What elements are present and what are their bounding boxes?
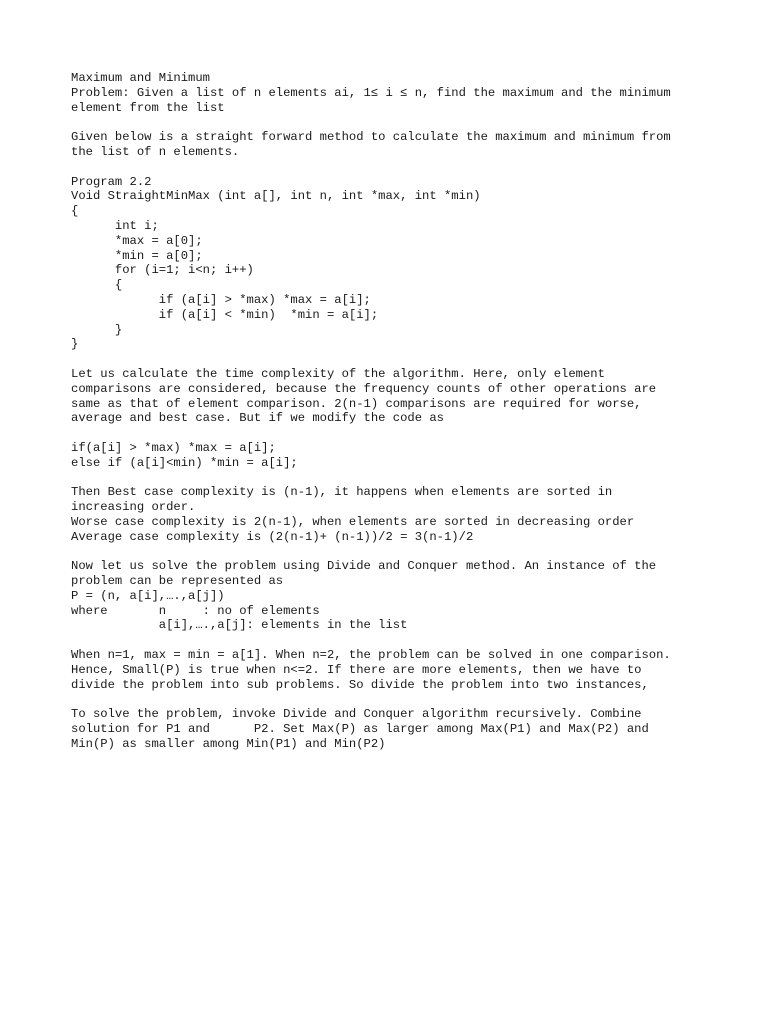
document-line: average and best case. But if we modify the code as [71,411,444,426]
document-line: if (a[i] > *max) *max = a[i]; [71,292,371,307]
document-line: the list of n elements. [71,144,240,159]
document-line: solution for P1 and P2. Set Max(P) as larger among Max(P1) and Max(P2) and [71,722,649,737]
blank-line [71,471,711,486]
document-line: { [71,204,79,219]
document-line: int i; [71,218,159,233]
document-line: Void StraightMinMax (int a[], int n, int *max, int *min) [71,189,481,204]
document-line: same as that of element comparison. 2(n-1) comparisons are required for worse, [71,396,642,411]
blank-line [71,352,711,367]
document-line: Now let us solve the problem using Divide and Conquer method. An instance of the [71,559,657,574]
document-line: element from the list [71,100,225,115]
document-line: divide the problem into sub problems. So divide the problem into two instances, [71,677,649,692]
document-line: Let us calculate the time complexity of the algorithm. Here, only element [71,366,605,381]
document-line: Hence, Small(P) is true when n<=2. If there are more elements, then we have to [71,662,642,677]
document-line: Problem: Given a list of n elements ai, 1≤ i ≤ n, find the maximum and the minimum [71,85,671,100]
document-line: Min(P) as smaller among Min(P1) and Min(P2) [71,736,386,751]
blank-line [71,633,711,648]
document-line: *max = a[0]; [71,233,203,248]
document-line: Given below is a straight forward method to calculate the maximum and minimum from [71,130,671,145]
document-line: P = (n, a[i],….,a[j]) [71,588,225,603]
document-page [71,71,711,752]
document-line: } [71,337,79,352]
document-line: else if (a[i]<min) *min = a[i]; [71,455,298,470]
document-line: *min = a[0]; [71,248,203,263]
document-line: if (a[i] < *min) *min = a[i]; [71,307,379,322]
document-line: increasing order. [71,500,196,515]
blank-line [71,115,711,130]
blank-line [71,692,711,707]
blank-line [71,160,711,175]
document-line: Average case complexity is (2(n-1)+ (n-1))/2 = 3(n-1)/2 [71,529,474,544]
document-line: for (i=1; i<n; i++) [71,263,254,278]
document-line: Program 2.2 [71,174,152,189]
document-line: if(a[i] > *max) *max = a[i]; [71,440,276,455]
document-line: When n=1, max = min = a[1]. When n=2, the problem can be solved in one comparison. [71,648,671,663]
document-line: a[i],….,a[j]: elements in the list [71,618,408,633]
document-line: where n : no of elements [71,603,320,618]
document-line: To solve the problem, invoke Divide and Conquer algorithm recursively. Combine [71,707,642,722]
document-line: { [71,278,123,293]
document-line: Worse case complexity is 2(n-1), when elements are sorted in decreasing order [71,514,635,529]
document-line: comparisons are considered, because the frequency counts of other operations are [71,381,657,396]
blank-line [71,426,711,441]
document-line: } [71,322,123,337]
document-line: problem can be represented as [71,574,284,589]
blank-line [71,545,711,560]
document-line: Then Best case complexity is (n-1), it happens when elements are sorted in [71,485,613,500]
document-title: Maximum and Minimum [71,71,210,85]
